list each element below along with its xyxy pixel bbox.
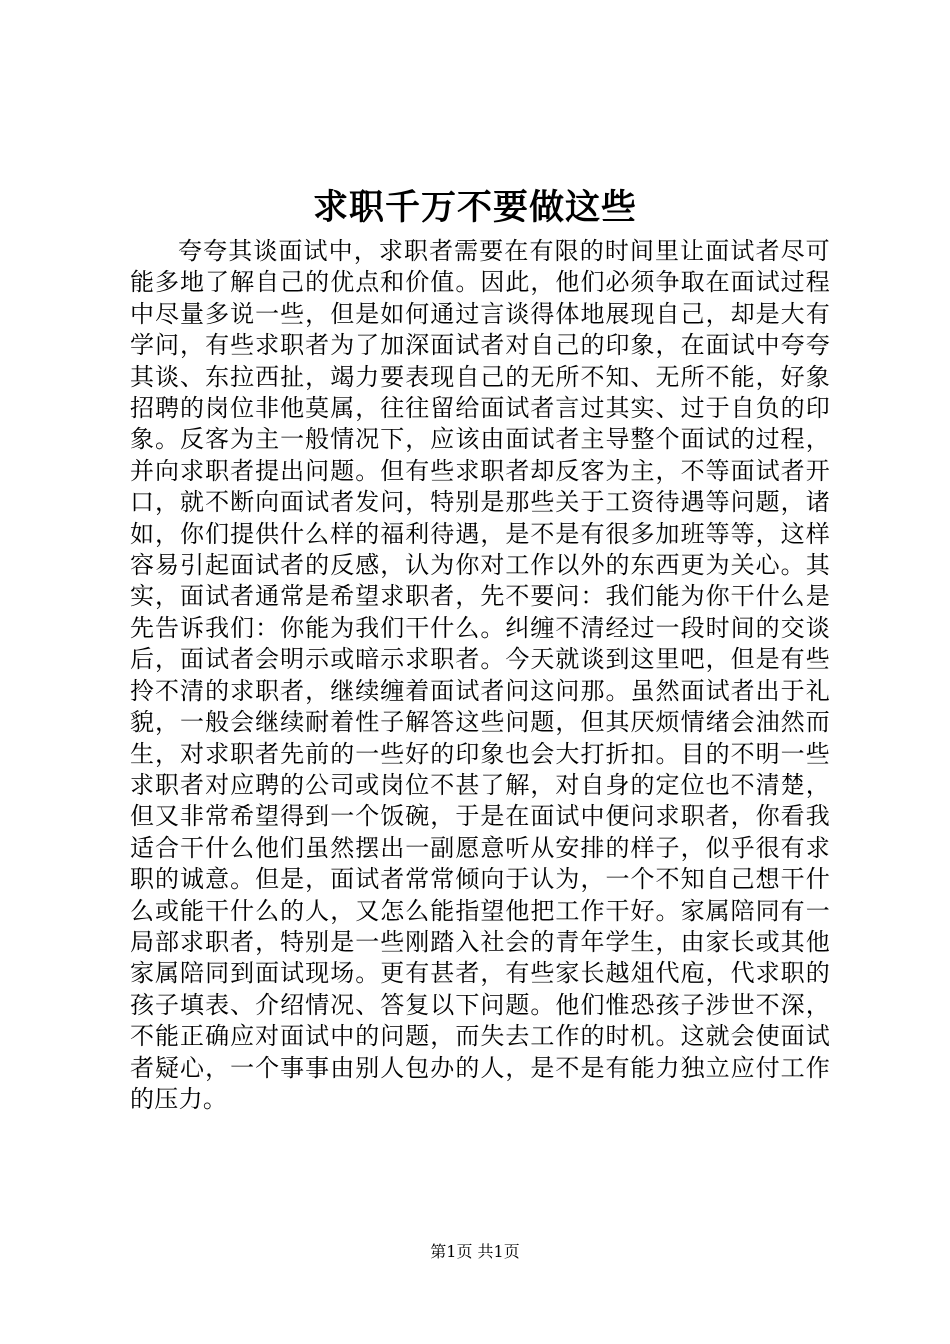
document-body-paragraph: 夸夸其谈面试中，求职者需要在有限的时间里让面试者尽可能多地了解自己的优点和价值。因此，他们必须争取在面试过程中尽量多说一些，但是如何通过言谈得体地展现自己，却是大有学问，有些求职者为了加深面试者对自己的印象，在面试中夸夸其谈、东拉西扯，竭力要表现自己的无所不知、无所不能，好象招聘的岗位非他莫属，往往留给面试者言过其实、过于自负的印象。反客为主一般情况下，应该由面试者主导整个面试的过程，并向求职者提出问题。但有些求职者却反客为主，不等面试者开口，就不断向面试者发问，特别是那些关于工资待遇等问题，诸如，你们提供什么样的福利待遇，是不是有很多加班等等，这样容易引起面试者的反感，认为你对工作以外的东西更为关心。其实，面试者通常是希望求职者，先不要问：我们能为你干什么是先告诉我们：你能为我们干什么。纠缠不清经过一段时间的交谈后，面试者会明示或暗示求职者。今天就谈到这里吧，但是有些拎不清的求职者，继续缠着面试者问这问那。虽然面试者出于礼貌，一般会继续耐着性子解答这些问题，但其厌烦情绪会油然而生，对求职者先前的一些好的印象也会大打折扣。目的不明一些求职者对应聘的公司或岗位不甚了解，对自身的定位也不清楚，但又非常希望得到一个饭碗，于是在面试中便问求职者，你看我适合干什么他们虽然摆出一副愿意听从安排的样子，似乎很有求职的诚意。但是，面试者常常倾向于认为，一个不知自己想干什么或能干什么的人，又怎么能指望他把工作干好。家属陪同有一局部求职者，特别是一些刚踏入社会的青年学生，由家长或其他家属陪同到面试现场。更有甚者，有些家长越俎代庖，代求职的孩子填表、介绍情况、答复以下问题。他们惟恐孩子涉世不深，不能正确应对面试中的问题，而失去工作的时机。这就会使面试者疑心，一个事事由别人包办的人，是不是有能力独立应付工作的压力。 <box>130 237 830 1113</box>
page-number-footer: 第1页 共1页 <box>430 1242 520 1261</box>
document-title: 求职千万不要做这些 <box>312 187 637 228</box>
